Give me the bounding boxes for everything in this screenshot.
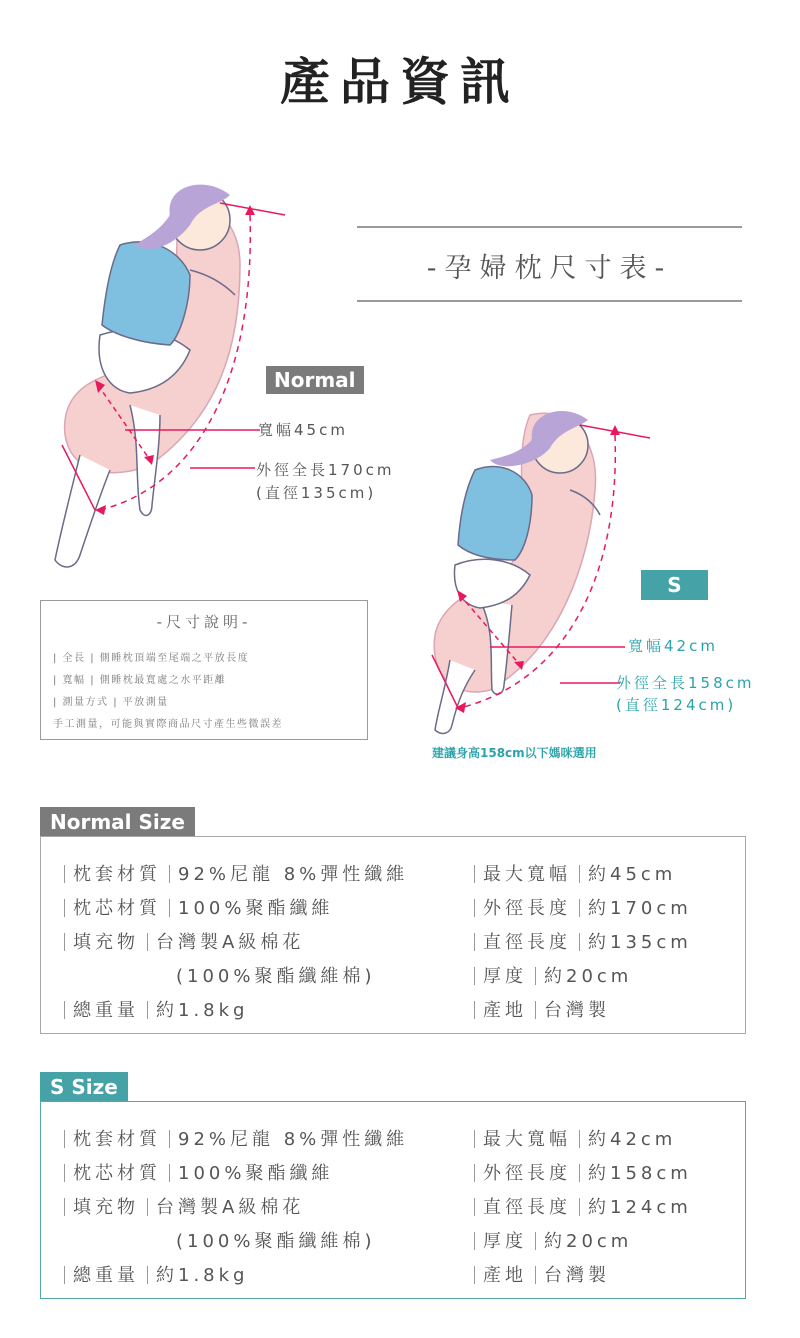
spec-row	[466, 894, 692, 920]
spec-row	[176, 962, 376, 988]
page-title: 產品資訊	[280, 53, 520, 111]
spec-value: 台灣製A級棉花	[156, 932, 305, 953]
spec-key: 枕芯材質	[73, 898, 161, 919]
spec-value: 約42cm	[588, 1129, 677, 1150]
spec-value: 台灣製	[544, 1000, 610, 1021]
normal-diameter-label: (直徑135cm)	[256, 484, 377, 502]
s-table-badge: S Size	[40, 1072, 128, 1102]
spec-value: 約1.8kg	[156, 1265, 249, 1286]
spec-key: 直徑長度	[483, 1197, 571, 1218]
spec-value: 92%尼龍 8%彈性纖維	[178, 864, 409, 885]
spec-row	[466, 1125, 676, 1151]
normal-table-badge: Normal Size	[40, 807, 195, 837]
s-length-label: 外徑全長158cm	[616, 674, 755, 692]
spec-value: 100%聚酯纖維	[178, 1163, 334, 1184]
spec-row	[466, 996, 610, 1022]
spec-row	[56, 860, 408, 886]
spec-row	[56, 894, 333, 920]
normal-length-label: 外徑全長170cm	[256, 461, 395, 479]
spec-row	[466, 860, 676, 886]
spec-value: 約124cm	[588, 1197, 692, 1218]
spec-key: 最大寬幅	[483, 864, 571, 885]
spec-value: 約20cm	[544, 966, 633, 987]
normal-width-label: 寬幅45cm	[258, 421, 348, 439]
spec-row	[466, 1159, 692, 1185]
s-badge: S	[641, 570, 708, 600]
spec-row	[466, 1227, 632, 1253]
spec-value: 台灣製	[544, 1265, 610, 1286]
spec-row	[56, 1261, 248, 1287]
spec-row	[56, 1159, 333, 1185]
spec-row	[176, 1227, 376, 1253]
spec-value: 約45cm	[588, 864, 677, 885]
size-note-line: | 寬幅 | 側睡枕最寬處之水平距離	[53, 675, 227, 686]
subtitle-bottom-rule	[357, 300, 742, 302]
spec-value: (100%聚酯纖維棉)	[176, 1231, 376, 1252]
size-note-line: | 全長 | 側睡枕頂端至尾端之平放長度	[53, 653, 250, 664]
spec-row	[56, 1193, 304, 1219]
spec-row	[466, 1261, 610, 1287]
subtitle: -孕婦枕尺寸表-	[426, 253, 673, 284]
spec-value: 台灣製A級棉花	[156, 1197, 305, 1218]
spec-value: 約135cm	[588, 932, 692, 953]
spec-value: 約170cm	[588, 898, 692, 919]
spec-key: 直徑長度	[483, 932, 571, 953]
height-recommendation: 建議身高158cm以下媽咪選用	[432, 746, 597, 760]
spec-row	[466, 962, 632, 988]
spec-key: 枕芯材質	[73, 1163, 161, 1184]
spec-key: 枕套材質	[73, 1129, 161, 1150]
spec-key: 產地	[483, 1265, 527, 1286]
subtitle-top-rule	[357, 226, 742, 228]
spec-row	[466, 928, 692, 954]
size-note-line: | 測量方式 | 平放測量	[53, 697, 169, 708]
size-notes-box	[40, 600, 368, 740]
spec-row	[56, 1125, 408, 1151]
spec-value: 92%尼龍 8%彈性纖維	[178, 1129, 409, 1150]
spec-key: 產地	[483, 1000, 527, 1021]
spec-row	[466, 1193, 692, 1219]
s-width-label: 寬幅42cm	[628, 637, 718, 655]
spec-key: 填充物	[73, 1197, 139, 1218]
spec-row	[56, 996, 248, 1022]
spec-value: 約20cm	[544, 1231, 633, 1252]
spec-value: 100%聚酯纖維	[178, 898, 334, 919]
spec-key: 填充物	[73, 932, 139, 953]
spec-value: 約158cm	[588, 1163, 692, 1184]
spec-key: 枕套材質	[73, 864, 161, 885]
spec-key: 外徑長度	[483, 1163, 571, 1184]
spec-row	[56, 928, 304, 954]
spec-value: (100%聚酯纖維棉)	[176, 966, 376, 987]
spec-key: 總重量	[73, 1265, 139, 1286]
size-note-line: 手工測量，可能與實際商品尺寸產生些微誤差	[53, 719, 283, 730]
size-notes-title: -尺寸說明-	[156, 613, 252, 631]
normal-badge: Normal	[266, 366, 364, 394]
spec-key: 總重量	[73, 1000, 139, 1021]
s-diameter-label: (直徑124cm)	[616, 696, 737, 714]
spec-key: 厚度	[483, 1231, 527, 1252]
spec-key: 最大寬幅	[483, 1129, 571, 1150]
spec-key: 外徑長度	[483, 898, 571, 919]
spec-value: 約1.8kg	[156, 1000, 249, 1021]
spec-key: 厚度	[483, 966, 527, 987]
